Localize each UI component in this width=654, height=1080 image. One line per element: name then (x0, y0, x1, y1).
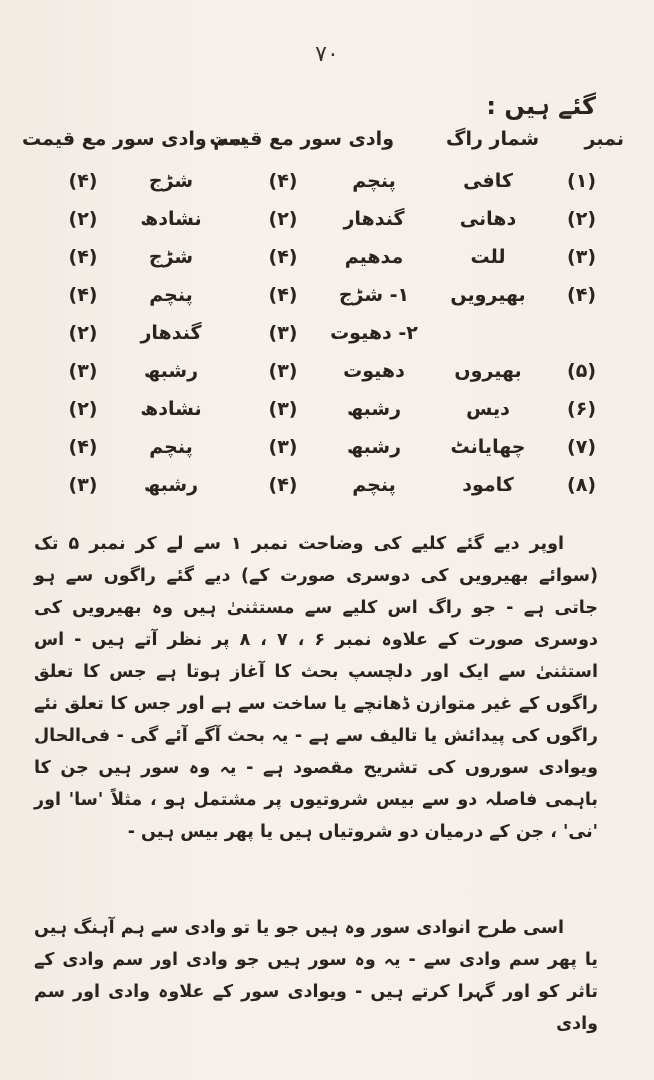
samvadi-value: (۲) (68, 208, 98, 230)
row-number: (۷) (567, 436, 596, 458)
samvadi-note: پنچم (149, 284, 193, 306)
vadi-note: گندھار (343, 208, 405, 230)
table-row (60, 394, 596, 432)
raag-name: کافی (463, 170, 513, 192)
samvadi-note: رشبھ (143, 360, 199, 382)
vadi-value: (۳) (268, 398, 298, 420)
samvadi-note: گندھار (140, 322, 202, 344)
row-number: (۳) (567, 246, 596, 268)
page-number: ۷۰ (315, 42, 339, 67)
samvadi-value: (۲) (68, 398, 98, 420)
raag-name: دھانی (459, 208, 517, 230)
vadi-value: (۴) (268, 284, 298, 306)
vadi-note: ۲- دھیوت (330, 322, 418, 344)
raag-name: بھیرویں (450, 284, 526, 306)
table-row (60, 280, 596, 318)
vadi-value: (۳) (268, 360, 298, 382)
samvadi-value: (۴) (68, 436, 98, 458)
table-row (60, 356, 596, 394)
table-row (60, 166, 596, 204)
table-row (60, 204, 596, 242)
header-vadi: وادی سور مع قیمت (209, 128, 394, 150)
vadi-value: (۲) (268, 208, 298, 230)
vadi-value: (۳) (268, 436, 298, 458)
body-paragraph-2: اسی طرح انوادی سور وہ ہیں جو یا تو وادی سے ہم آہنگ ہیں یا پھر سم وادی سے - یہ وہ سور ہیں جو وادی اور سم وادی کے تاثر کو اور گہرا کرتے ہیں - ویوادی سور کے علاوہ وادی اور سم وادی (34, 917, 598, 1034)
row-number: (۵) (567, 360, 596, 382)
intro-heading: گئے ہیں : (486, 92, 596, 120)
samvadi-value: (۲) (68, 322, 98, 344)
samvadi-value: (۴) (68, 170, 98, 192)
vadi-note: پنچم (352, 170, 396, 192)
samvadi-note: پنچم (149, 436, 193, 458)
samvadi-value: (۳) (68, 474, 98, 496)
row-number: (۱) (567, 170, 596, 192)
row-number: (۲) (567, 208, 596, 230)
samvadi-value: (۴) (68, 284, 98, 306)
samvadi-value: (۴) (68, 246, 98, 268)
header-samvadi: سم وادی سور مع قیمت (22, 128, 247, 150)
row-number: (۴) (567, 284, 596, 306)
samvadi-note: شڑج (148, 246, 194, 268)
table-row (60, 432, 596, 470)
samvadi-note: رشبھ (143, 474, 199, 496)
body-paragraph-1: اوپر دیے گئے کلیے کی وضاحت نمبر ۱ سے لے کر نمبر ۵ تک (سوائے بھیرویں کی دوسری صورت کے) دیے گئے راگوں سے ہو جاتی ہے - جو راگ اس کلیے سے مستثنیٰ ہیں وہ بھیرویں کی دوسری صورت کے علاوہ نمبر ۶ ، ۷ ، ۸ پر نظر آتے ہیں - اس استثنیٰ سے ایک اور دلچسپ بحث کا آغاز ہوتا ہے جس کا تعلق راگوں کے غیر متوازن ڈھانچے یا ساخت سے ہے اور جس کا تعلق نئے راگوں کی پیدائش یا تالیف سے ہے - یہ بحث آگے آئے گی - فی‌الحال ویوادی سوروں کی تشریح مقصود ہے - یہ وہ سور ہیں جن کا باہمی فاصلہ دو سے بیس شروتیوں پر مشتمل ہو ، مثلاً 'سا' اور 'نی' ، جن کے درمیان دو شروتیاں ہیں یا پھر بیس ہیں - (34, 533, 598, 842)
vadi-note: رشبھ (346, 436, 402, 458)
samvadi-note: شڑج (148, 170, 194, 192)
raag-name: بھیروں (454, 360, 522, 382)
samvadi-note: نشادھ (140, 398, 202, 420)
row-number: (۸) (567, 474, 596, 496)
vadi-value: (۴) (268, 474, 298, 496)
vadi-note: ۱- شڑج (338, 284, 410, 306)
vadi-value: (۳) (268, 322, 298, 344)
header-raag: شمار راگ (445, 128, 539, 150)
table-header (22, 128, 624, 162)
raag-name: دیس (466, 398, 510, 420)
row-number: (۶) (567, 398, 596, 420)
vadi-value: (۴) (268, 246, 298, 268)
raag-table (60, 166, 596, 508)
vadi-note: رشبھ (346, 398, 402, 420)
vadi-note: پنچم (352, 474, 396, 496)
table-row (60, 470, 596, 508)
raag-name: للت (470, 246, 506, 268)
table-row (60, 318, 596, 356)
samvadi-value: (۳) (68, 360, 98, 382)
raag-name: کامود (462, 474, 514, 496)
header-number: نمبر (584, 128, 624, 150)
vadi-value: (۴) (268, 170, 298, 192)
vadi-note: دھیوت (343, 360, 405, 382)
samvadi-note: نشادھ (140, 208, 202, 230)
raag-name: چھایانٹ (450, 436, 526, 458)
vadi-note: مدھیم (344, 246, 404, 268)
table-row (60, 242, 596, 280)
